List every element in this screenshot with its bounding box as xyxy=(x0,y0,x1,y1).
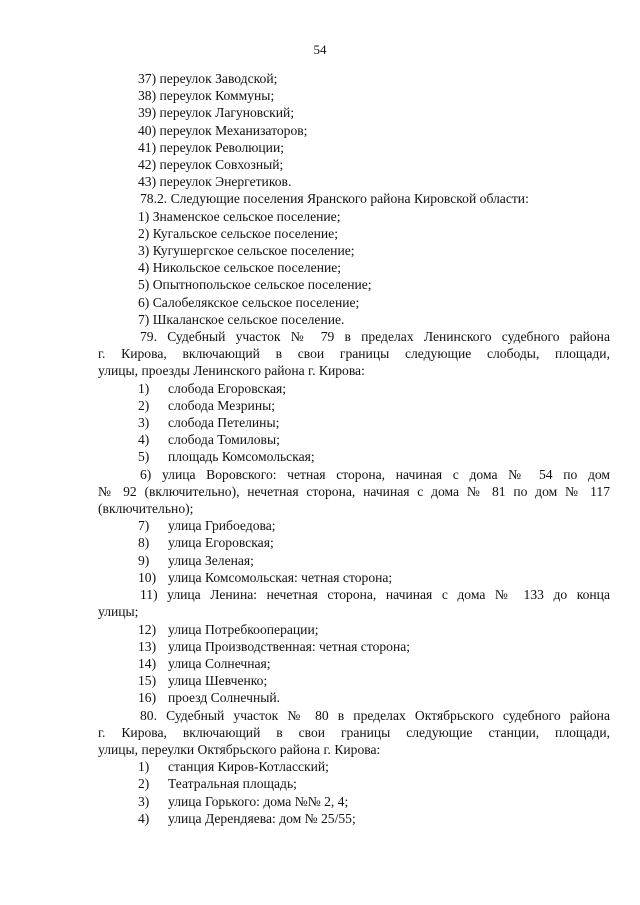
item-number: 4) xyxy=(138,810,150,826)
item-text: улица Комсомольская: четная сторона; xyxy=(168,569,393,585)
item-number: 12) xyxy=(138,621,157,637)
item-text: улица Горького: дома №№ 2, 4; xyxy=(168,793,349,809)
list-item: 42) переулок Совхозный; xyxy=(138,157,284,173)
item-11-line: улицы; xyxy=(98,604,139,620)
item-number: 16) xyxy=(138,690,157,706)
list-item xyxy=(98,810,610,827)
item-text: Театральная площадь; xyxy=(168,776,297,792)
list-item: 43) переулок Энергетиков. xyxy=(138,174,292,190)
item-text: слобода Егоровская; xyxy=(168,380,287,396)
item-number: 13) xyxy=(138,638,157,654)
item-text: улица Производственная: четная сторона; xyxy=(168,638,411,654)
list-item xyxy=(98,775,610,792)
item-6-line: 6) улица Воровского: четная сторона, начиная с дома № 54 по дом xyxy=(140,466,610,482)
item-text: проезд Солнечный. xyxy=(168,690,281,706)
page-number: 54 xyxy=(313,42,327,57)
section-80-line: г. Кирова, включающий в свои границы следующие станции, площади, xyxy=(98,724,610,740)
list-item: 4) Никольское сельское поселение; xyxy=(138,260,342,276)
item-6-line: № 92 (включительно), нечетная сторона, начиная с дома № 81 по дом № 117 xyxy=(98,483,610,499)
item-number: 1) xyxy=(138,380,150,396)
list-item: 2) Кугальское сельское поселение; xyxy=(138,225,338,241)
list-item: 7) Шкаланское сельское поселение. xyxy=(138,311,345,327)
list-item: 37) переулок Заводской; xyxy=(138,71,278,86)
list-item xyxy=(98,517,610,534)
list-item xyxy=(98,448,610,465)
item-number: 3) xyxy=(138,415,150,431)
document-body xyxy=(98,70,610,827)
list-item: 38) переулок Коммуны; xyxy=(138,88,275,104)
list-item xyxy=(98,621,610,638)
list-item xyxy=(98,431,610,448)
list-item xyxy=(98,655,610,672)
item-number: 10) xyxy=(138,569,157,585)
list-item xyxy=(98,552,610,569)
item-text: слобода Мезрины; xyxy=(168,397,276,413)
list-item xyxy=(98,638,610,655)
item-text: слобода Томиловы; xyxy=(168,432,280,448)
item-text: станция Киров-Котласский; xyxy=(168,759,329,775)
item-number: 3) xyxy=(138,793,150,809)
list-item xyxy=(98,672,610,689)
item-number: 5) xyxy=(138,449,150,465)
item-text: улица Шевченко; xyxy=(168,673,268,689)
section-80-line: 80. Судебный участок № 80 в пределах Октябрьского судебного района xyxy=(140,707,610,723)
section-79-line: улицы, проезды Ленинского района г. Кирова: xyxy=(98,363,365,379)
list-item xyxy=(98,569,610,586)
item-number: 4) xyxy=(138,432,150,448)
section-79-line: г. Кирова, включающий в свои границы следующие слободы, площади, xyxy=(98,346,610,362)
list-item xyxy=(98,534,610,551)
item-number: 8) xyxy=(138,535,150,551)
list-item xyxy=(98,397,610,414)
list-item xyxy=(98,689,610,706)
item-text: площадь Комсомольская; xyxy=(168,449,315,465)
item-11-line: 11) улица Ленина: нечетная сторона, начиная с дома № 133 до конца xyxy=(140,587,610,603)
item-number: 2) xyxy=(138,397,150,413)
list-item xyxy=(98,414,610,431)
item-number: 1) xyxy=(138,759,150,775)
item-6-line: (включительно); xyxy=(98,501,194,517)
item-number: 9) xyxy=(138,552,150,568)
item-number: 14) xyxy=(138,655,157,671)
item-text: улица Егоровская; xyxy=(168,535,274,551)
list-item: 1) Знаменское сельское поселение; xyxy=(138,208,341,224)
section-80-line: улицы, переулки Октябрьского района г. Кирова: xyxy=(98,741,381,757)
item-text: улица Потребкооперации; xyxy=(168,621,319,637)
item-text: улица Солнечная; xyxy=(168,655,271,671)
list-item: 40) переулок Механизаторов; xyxy=(138,122,308,138)
item-text: слобода Петелины; xyxy=(168,415,280,431)
list-item: 6) Салобелякское сельское поселение; xyxy=(138,294,360,310)
list-item xyxy=(98,793,610,810)
item-text: улица Зеленая; xyxy=(168,552,254,568)
list-item: 41) переулок Революции; xyxy=(138,139,284,155)
list-item xyxy=(98,380,610,397)
list-item xyxy=(98,758,610,775)
list-item: 5) Опытнопольское сельское поселение; xyxy=(138,277,372,293)
item-number: 15) xyxy=(138,673,157,689)
item-number: 2) xyxy=(138,776,150,792)
item-number: 7) xyxy=(138,518,150,534)
item-text: улица Грибоедова; xyxy=(168,518,276,534)
list-item: 3) Кугушергское сельское поселение; xyxy=(138,243,355,259)
item-text: улица Дерендяева: дом № 25/55; xyxy=(168,810,356,826)
list-item: 39) переулок Лагуновский; xyxy=(138,105,295,121)
section-79-line: 79. Судебный участок № 79 в пределах Ленинского судебного района xyxy=(140,329,610,345)
section-78-2-heading: 78.2. Следующие поселения Яранского района Кировской области: xyxy=(140,191,529,207)
